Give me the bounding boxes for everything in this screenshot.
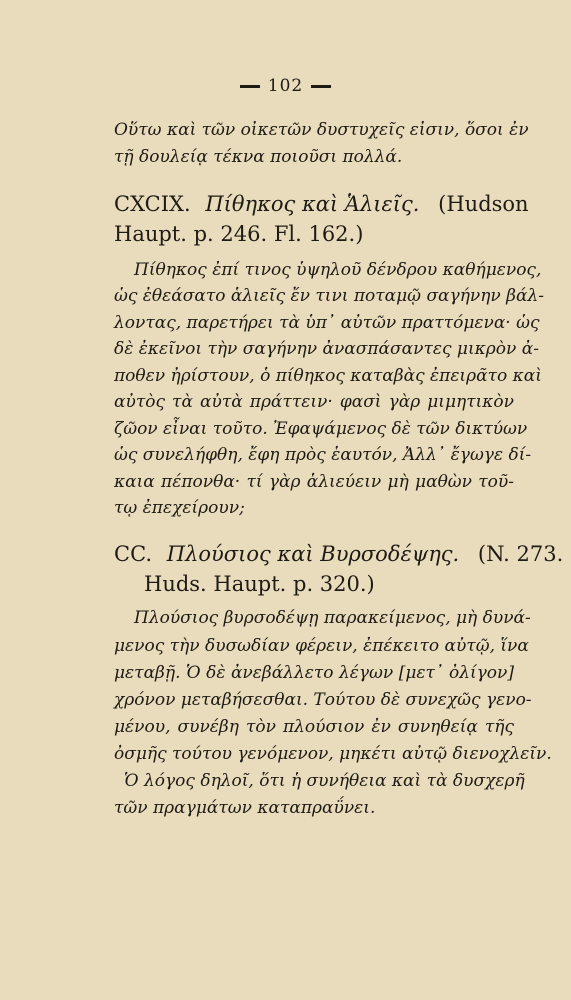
page-number: 102 — [0, 76, 571, 96]
text-line: τῇ δουλείᾳ τέκνα ποιοῦσι πολλά. — [114, 147, 403, 167]
fable-reference: Huds. Haupt. p. 320.) — [144, 572, 375, 596]
text-line: τῶν πραγμάτων καταπραΰνει. — [114, 798, 376, 818]
text-line: ὡς ἐθεάσατο ἁλιεῖς ἔν τινι ποταμῷ σαγήνην βάλ- — [114, 286, 544, 306]
text-line: ζῶον εἶναι τοῦτο. Ἐφαψάμενος δὲ τῶν δικτύων — [114, 419, 528, 439]
text-line: λοντας, παρετήρει τὰ ὑπ᾿ αὐτῶν πραττόμενα· ὡς — [114, 313, 540, 333]
text-line: καια πέπονθα· τί γὰρ ἁλιεύειν μὴ μαθὼν τοῦ- — [114, 472, 514, 492]
text-line: ὀσμῆς τούτου γενόμενον, μηκέτι αὐτῷ διενοχλεῖν. — [114, 744, 552, 764]
text-line: Ὁ λόγος δηλοῖ, ὅτι ἡ συνήθεια καὶ τὰ δυσχερῆ — [124, 771, 525, 791]
text-line: μεταβῇ. Ὁ δὲ ἀνεβάλλετο λέγων [μετ᾿ ὀλίγον] — [114, 663, 514, 683]
fable-heading — [114, 542, 564, 566]
text-line: τῳ ἐπεχείρουν; — [114, 498, 245, 518]
fable-title: Πίθηκος καὶ Ἁλιεῖς. — [205, 192, 420, 216]
fable-reference: Haupt. p. 246. Fl. 162.) — [114, 222, 364, 246]
text-line: δὲ ἐκεῖνοι τὴν σαγήνην ἀνασπάσαντες μικρὸν ἀ- — [114, 339, 539, 359]
text-line: ὡς συνελήφθη, ἔφη πρὸς ἑαυτόν, Ἀλλ᾿ ἔγωγε δί- — [114, 445, 532, 465]
text-line: Πλούσιος βυρσοδέψῃ παρακείμενος, μὴ δυνά- — [134, 608, 531, 628]
text-line: Πίθηκος ἐπί τινος ὑψηλοῦ δένδρου καθήμενος, — [134, 260, 542, 280]
text-line: μένου, συνέβη τὸν πλούσιον ἐν συνηθείᾳ τῆς — [114, 717, 514, 737]
fable-heading — [114, 192, 544, 216]
fable-numeral: CXCIX. — [114, 192, 191, 216]
text-line: χρόνον μεταβήσεσθαι. Τούτου δὲ συνεχῶς γενο- — [114, 690, 532, 710]
fable-reference: (Hudson — [438, 192, 529, 216]
fable-numeral: CC. — [114, 542, 153, 566]
fable-reference: (N. 273. — [477, 542, 564, 566]
text-line: μενος τὴν δυσωδίαν φέρειν, ἐπέκειτο αὐτῷ, ἵνα — [114, 636, 529, 656]
text-line: Οὕτω καὶ τῶν οἰκετῶν δυστυχεῖς εἰσιν, ὅσοι ἐν — [114, 120, 529, 140]
fable-title: Πλούσιος καὶ Βυρσοδέψης. — [166, 542, 460, 566]
text-line: αὐτὸς τὰ αὐτὰ πράττειν· φασὶ γὰρ μιμητικὸν — [114, 392, 514, 412]
text-line: ποθεν ἠρίστουν, ὁ πίθηκος καταβὰς ἐπειρᾶτο καὶ — [114, 366, 542, 386]
